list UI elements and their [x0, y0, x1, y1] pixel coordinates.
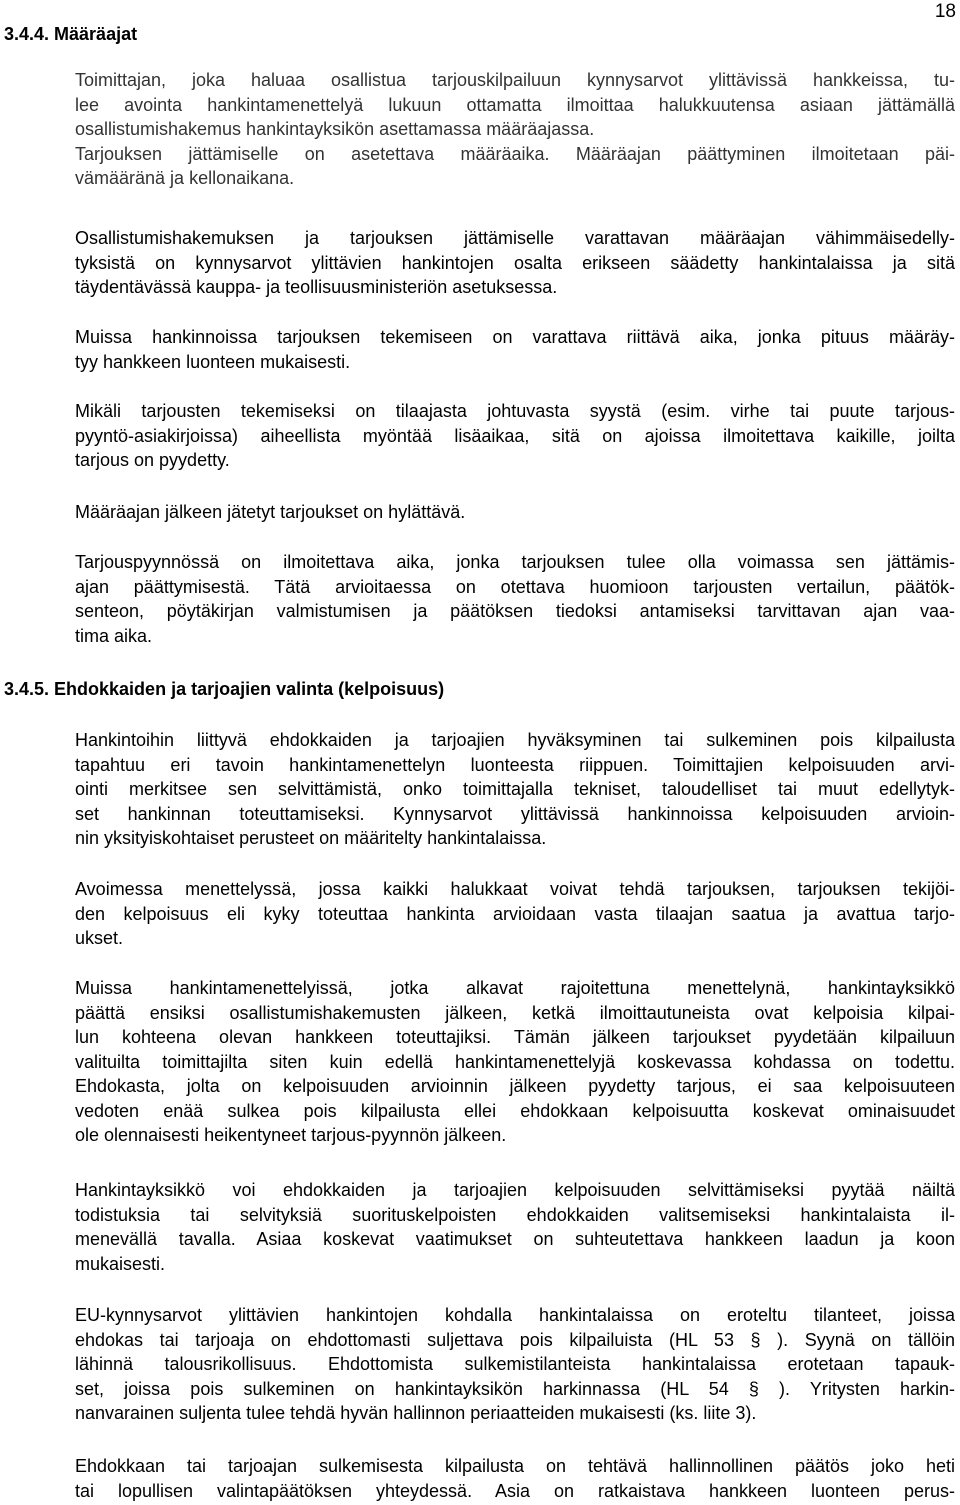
paragraph	[75, 325, 955, 374]
text-line: menevällä tavalla. Asiaa koskevat vaatimukset on suhteutettava hankkeen laadun ja koon	[75, 1229, 955, 1249]
paragraph	[75, 976, 955, 1148]
text-line: mukaisesti.	[75, 1253, 166, 1274]
text-line: tyy hankkeen luonteen mukaisesti.	[75, 351, 351, 372]
text-line: lun kohteena olevan hankkeen toteuttajiksi. Tämän jälkeen tarjoukset pyydetään kilpailuun	[75, 1027, 955, 1047]
text-line: nanvarainen suljenta tulee tehdä hyvän hallinnon periaatteiden mukaisesti (ks. liite 3).	[75, 1403, 757, 1423]
text-line: vämääränä ja kellonaikana.	[75, 168, 295, 188]
text-line: senteon, pöytäkirjan valmistumisen ja päätöksen tiedoksi antamiseksi tarvittavan ajan vaa-	[75, 601, 955, 621]
paragraph	[75, 1454, 955, 1503]
text-line: Ehdokkaan tai tarjoajan sulkemisesta kilpailusta on tehtävä hallinnollinen päätös joko heti	[75, 1456, 955, 1476]
text-line: tapahtuu eri tavoin hankintamenettelyn luonteesta riippuen. Toimittajien kelpoisuuden arvi-	[75, 754, 955, 775]
text-line: ajan päättymisestä. Tätä arvioitaessa on otettava huomioon tarjousten vertailun, päätök-	[75, 576, 955, 597]
text-line: EU-kynnysarvot ylittävien hankintojen kohdalla hankintalaissa on eroteltu tilanteet, joissa	[75, 1305, 955, 1325]
paragraph	[75, 1178, 955, 1276]
text-line: tai lopullisen valintapäätöksen yhteydessä. Asia on ratkaistava hankkeen luonteen perus-	[75, 1480, 955, 1501]
text-line: set, joissa pois sulkeminen on hankintayksikön harkinnassa (HL 54 § ). Yritysten harkin-	[75, 1378, 955, 1399]
text-line: nin yksityiskohtaiset perusteet on määritelty hankintalaissa.	[75, 828, 547, 848]
text-line: Osallistumishakemuksen ja tarjouksen jättämiselle varattavan määräajan vähimmäisedelly-	[75, 228, 955, 248]
text-line: valituilta toimittajilta siten kuin edellä hankintamenettelyjä koskevassa kohdassa on todettu.	[75, 1051, 955, 1072]
text-line: tarjous on pyydetty.	[75, 450, 230, 470]
text-line: pyyntö-asiakirjoissa) aiheellista myöntää lisäaikaa, sitä on ajoissa ilmoitettava kaikille, joilta	[75, 425, 955, 446]
text-line: ole olennaisesti heikentyneet tarjous-pyynnön jälkeen.	[75, 1125, 507, 1145]
paragraph	[75, 226, 955, 300]
text-line: päättä ensiksi osallistumishakemusten jälkeen, ketkä ilmoittautuneista ovat kelpoisia kilpai-	[75, 1002, 955, 1023]
text-line: osallistumishakemus hankintayksikön asettamassa määräajassa.	[75, 119, 595, 139]
text-line: lähinnä talousrikollisuus. Ehdottomista sulkemistilanteista hankintalaissa erotetaan tapauk-	[75, 1354, 955, 1374]
text-line: ointi merkitsee sen selvittämistä, onko toimittajalla tekniset, taloudelliset tai muut edellytyk-	[75, 779, 955, 799]
text-line: lee avointa hankintamenettelyä lukuun ottamatta ilmoittaa halukkuutensa asiaan jättämällä	[75, 94, 955, 115]
paragraph	[75, 500, 955, 525]
paragraph	[75, 399, 955, 473]
section-heading-344: 3.4.4. Määräajat	[4, 24, 138, 44]
paragraph	[75, 877, 955, 951]
text-line: Muissa hankintamenettelyissä, jotka alkavat rajoitettuna menettelynä, hankintayksikkö	[75, 978, 955, 998]
text-line: ukset.	[75, 928, 124, 948]
text-line: Määräajan jälkeen jätetyt tarjoukset on hylättävä.	[75, 502, 466, 522]
paragraph	[75, 68, 955, 191]
text-line: Tarjouspyynnössä on ilmoitettava aika, jonka tarjouksen tulee olla voimassa sen jättämis-	[75, 552, 955, 572]
text-line: Mikäli tarjousten tekemiseksi on tilaajasta johtuvasta syystä (esim. virhe tai puute tarjous-	[75, 401, 955, 421]
text-line: Hankintoihin liittyvä ehdokkaiden ja tarjoajien hyväksyminen tai sulkeminen pois kilpailusta	[75, 730, 955, 750]
page-number: 18	[934, 1, 956, 22]
text-line: Tarjouksen jättämiselle on asetettava määräaika. Määräajan päättyminen ilmoitetaan päi-	[75, 143, 955, 164]
text-line: set hankinnan toteuttamiseksi. Kynnysarvot ylittävissä hankinnoissa kelpoisuuden arvioin-	[75, 803, 955, 824]
text-line: tyksistä on kynnysarvot ylittävien hankintojen osalta erikseen säädetty hankintalaissa ja sitä	[75, 252, 955, 273]
text-line: todistuksia tai selvityksiä suorituskelpoisten ehdokkaiden valitsemiseksi hankintalaista il-	[75, 1204, 955, 1225]
section-heading-345: 3.4.5. Ehdokkaiden ja tarjoajien valinta (kelpoisuus)	[4, 679, 445, 699]
text-line: Avoimessa menettelyssä, jossa kaikki halukkaat voivat tehdä tarjouksen, tarjouksen tekijöi-	[75, 879, 955, 899]
text-line: Ehdokasta, jolta on kelpoisuuden arvioinnin jälkeen pyydetty tarjous, ei saa kelpoisuuteen	[75, 1076, 955, 1096]
text-line: täydentävässä kauppa- ja teollisuusministeriön asetuksessa.	[75, 277, 558, 297]
text-line: ehdokas tai tarjoaja on ehdottomasti suljettava pois kilpailuista (HL 53 § ). Syynä on tällöin	[75, 1329, 955, 1350]
text-line: Toimittajan, joka haluaa osallistua tarjouskilpailuun kynnysarvot ylittävissä hankkeissa, tu-	[75, 70, 955, 90]
text-line: tima aika.	[75, 625, 153, 646]
text-line: vedoten enää sulkea pois kilpailusta ellei ehdokkaan kelpoisuutta koskevat ominaisuudet	[75, 1100, 955, 1121]
paragraph	[75, 1303, 955, 1426]
text-line: Muissa hankinnoissa tarjouksen tekemiseen on varattava riittävä aika, jonka pituus määräy-	[75, 327, 955, 347]
text-line: Hankintayksikkö voi ehdokkaiden ja tarjoajien kelpoisuuden selvittämiseksi pyytää näiltä	[75, 1180, 955, 1200]
text-line: den kelpoisuus eli kyky toteuttaa hankinta arvioidaan vasta tilaajan saatua ja avattua tarjo-	[75, 903, 955, 924]
paragraph	[75, 550, 955, 648]
paragraph	[75, 728, 955, 851]
